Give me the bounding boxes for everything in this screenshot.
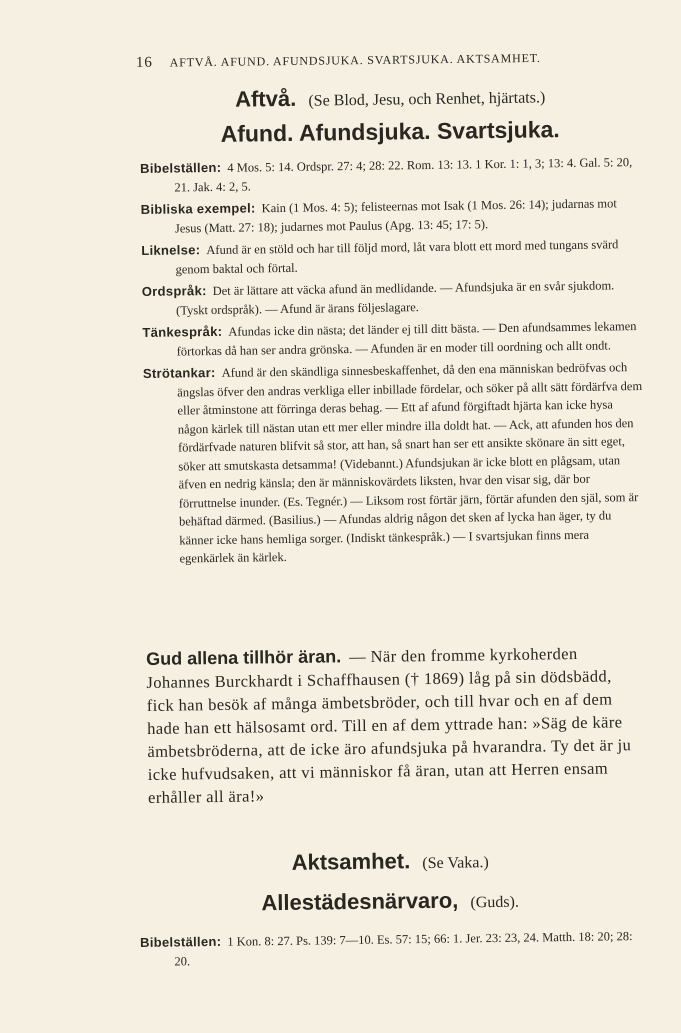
anecdote-heading: Gud allena tillhör äran. (146, 646, 342, 669)
tankesprak-text: Afundas icke din nästa; det länder ej till ditt bästa. — Den afundsammes lekamen förtorkas då han ser andra grönska. — Afunden är en moder till oordning och allt ondt. (176, 319, 637, 359)
afund-section (140, 153, 646, 572)
bibelstallen-entry (140, 153, 640, 197)
liknelse-text: Afund är en stöld och har till följd mord, låt vara blott ett mord med tungans svärd genom baktal och förtal. (175, 237, 619, 277)
strotankar-text: Afund är den skändliga sinnesbeskaffenhet, då den ena människan bedröfvas och ängslas öfver den andras verkliga eller inbillade fördelar, och söker på allt sätt fördärfva dem eller åtminstone att förringa deras behag. — Ett af afund förgiftadt hjärta kan icke hysa någon kärlek till nästan utan ett mer eller mindre illa doldt hat. — Ack, att afunden hos den fördärfvade naturen blifvit så stor, att han, så snart han ser ett ansikte skönare än sitt eget, söker att smutskasta detsamma! (Videbannt.) Afundsjukan är icke blott en plågsam, utan äfven en nedrig känsla; den är människovärdets liksten, hvar den visar sig, där bor förruttnelse inunder. (Es. Tegnér.) — Liksom rost förtär järn, förtär afunden den själ, som är behäftad därmed. (Basilius.) — Afundas aldrig någon det sken af lycka han äger, ty du känner icke hans hemliga sorger. (Indiskt tänkespråk.) — I svartsjukan finns mera egenkärlek än kärlek. (177, 360, 643, 566)
bibliska-label: Bibliska exempel: (140, 200, 256, 217)
running-head (136, 49, 606, 72)
aftva-heading (140, 81, 640, 114)
liknelse-entry (141, 235, 641, 279)
allestades-heading (140, 885, 640, 918)
allestades-section (140, 927, 641, 975)
bibelstallen-text: 4 Mos. 5: 14. Ordspr. 27: 4; 28: 22. Rom. 13: 13. 1 Kor. 1: 1, 3; 13: 4. Gal. 5: 20, 21. Jak. 4: 2, 5. (174, 155, 633, 195)
strotankar-label: Strötankar: (142, 364, 216, 381)
bibelstallen2-label: Bibelställen: (140, 933, 222, 950)
aftva-title: Aftvå. (234, 85, 297, 112)
afund-heading (140, 115, 640, 149)
strotankar-entry (143, 358, 646, 568)
bibelstallen-label: Bibelställen: (140, 159, 222, 176)
aftva-ref: (Se Blod, Jesu, och Renhet, hjärtats.) (308, 89, 546, 110)
tankesprak-label: Tänkespråk: (142, 323, 223, 340)
liknelse-label: Liknelse: (141, 242, 201, 258)
afund-title: Afund. Afundsjuka. Svartsjuka. (220, 116, 560, 147)
tankesprak-entry (142, 317, 642, 361)
bibelstallen2-entry (140, 927, 640, 971)
anecdote (146, 641, 642, 809)
ordsprak-label: Ordspråk: (141, 283, 207, 299)
aktsamhet-heading (140, 845, 640, 878)
ordsprak-text: Det är lättare att väcka afund än medlidande. — Afundsjuka är en svår sjukdom. (Tyskt ordspråk). — Afund är ärans följeslagare. (176, 278, 615, 318)
ordsprak-entry (142, 276, 642, 320)
allestades-title: Allestädesnärvaro, (261, 887, 459, 916)
aktsamhet-title: Aktsamhet. (291, 848, 411, 875)
bibelstallen2-text: 1 Kon. 8: 27. Ps. 139: 7—10. Es. 57: 15; 66: 1. Jer. 23: 23, 24. Matth. 18: 20; 28: 20. (174, 929, 633, 969)
allestades-ref: (Guds). (470, 893, 520, 912)
anecdote-text: — När den fromme kyrkoherden Johannes Burckhardt i Schaffhausen († 1869) låg på sin dödsbädd, fick han besök af många ämbetsbröder, och till hvar och en af dem hade han ett hälsosamt ord. Till en af dem yttrade han: »Säg de käre ämbetsbröderna, att de icke äro afundsjuka på hvarandra. Ty det är ju icke hufvudsaken, att vi människor få äran, utan att Herren ensam erhåller all ära!» (146, 643, 632, 807)
running-title: AFTVÅ. AFUND. AFUNDSJUKA. SVARTSJUKA. AKTSAMHET. (169, 50, 541, 70)
bibliska-text: Kain (1 Mos. 4: 5); felisteernas mot Isak (1 Mos. 26: 14); judarnas mot Jesus (Matt. 27: 18); judarnes mot Paulus (Apg. 13: 45; 17: 5). (174, 196, 617, 236)
aktsamhet-ref: (Se Vaka.) (422, 854, 489, 873)
page-number: 16 (135, 54, 153, 71)
bibliska-entry (141, 194, 641, 238)
